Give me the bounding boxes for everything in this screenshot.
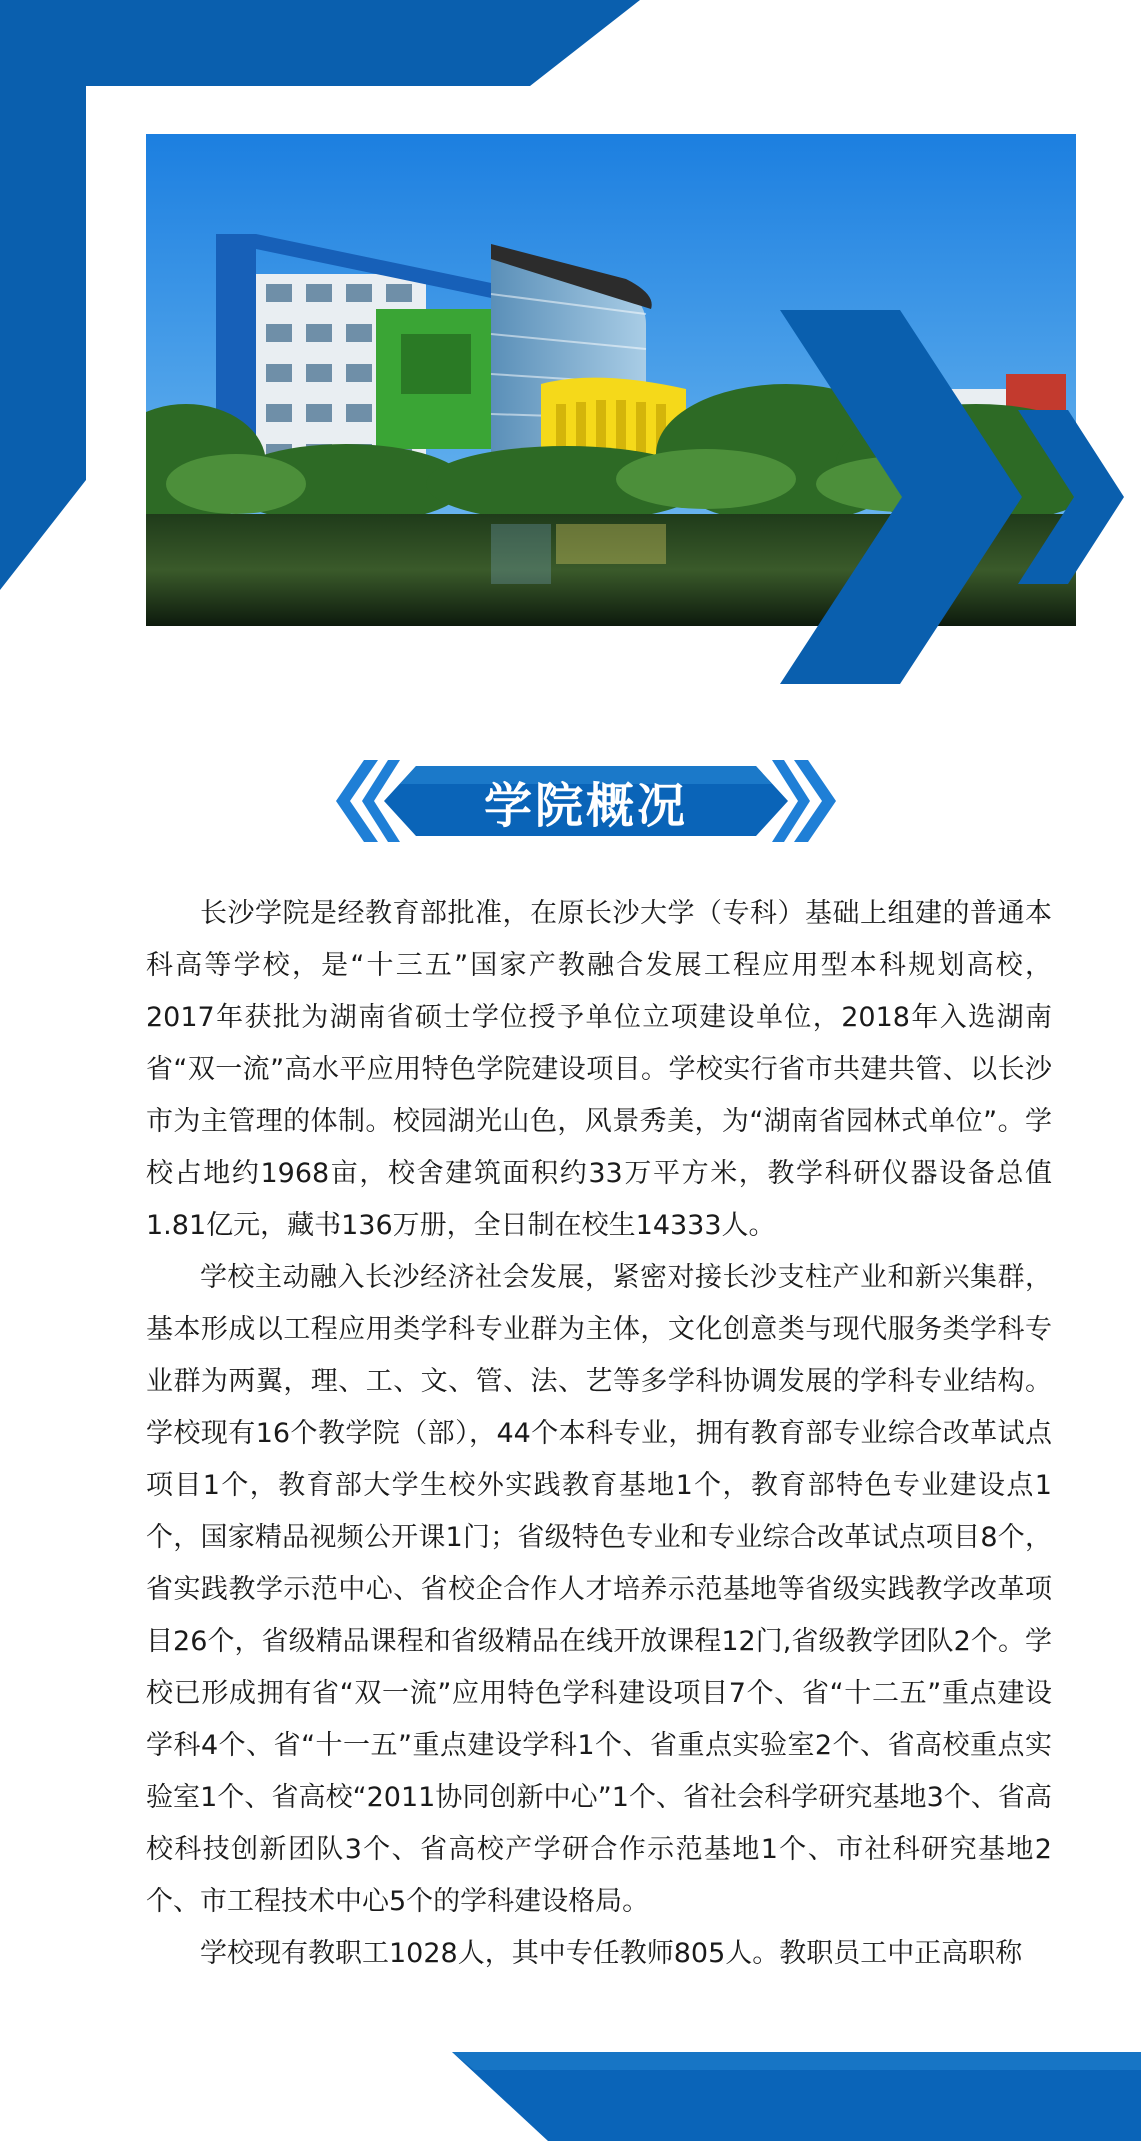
paragraph: 长沙学院是经教育部批准，在原长沙大学（专科）基础上组建的普通本科高等学校，是“十三五”国家产教融合发展工程应用型本科规划高校，2017年获批为湖南省硕士学位授予单位立项建设单位，2018年入选湖南省“双一流”高水平应用特色学院建设项目。学校实行省市共建共管、以长沙市为主管理的体制。校园湖光山色，风景秀美，为“湖南省园林式单位”。学校占地约1968亩，校舍建筑面积约33万平方米，教学科研仪器设备总值1.81亿元，藏书136万册，全日制在校生14333人。	[146, 898, 1052, 1241]
bottom-decoration	[0, 2040, 1141, 2141]
chevron-arrows	[0, 0, 1141, 700]
section-title-banner	[336, 760, 836, 842]
section-title: 学院概况	[483, 777, 688, 834]
paragraph: 学校现有教职工1028人，其中专任教师805人。教职员工中正高职称	[200, 1938, 1023, 1969]
paragraph: 学校主动融入长沙经济社会发展，紧密对接长沙支柱产业和新兴集群，基本形成以工程应用类学科专业群为主体，文化创意类与现代服务类学科专业群为两翼，理、工、文、管、法、艺等多学科协调发展的学科专业结构。学校现有16个教学院（部），44个本科专业，拥有教育部专业综合改革试点项目1个，教育部大学生校外实践教育基地1个，教育部特色专业建设点1个，国家精品视频公开课1门；省级特色专业和专业综合改革试点项目8个，省实践教学示范中心、省校企合作人才培养示范基地等省级实践教学改革项目26个，省级精品课程和省级精品在线开放课程12门,省级教学团队2个。学校已形成拥有省“双一流”应用特色学科建设项目7个、省“十二五”重点建设学科4个、省“十一五”重点建设学科1个、省重点实验室2个、省高校重点实验室1个、省高校“2011协同创新中心”1个、省社会科学研究基地3个、省高校科技创新团队3个、省高校产学研合作示范基地1个、市社科研究基地2个、市工程技术中心5个的学科建设格局。	[146, 1262, 1052, 1917]
intro-body	[146, 888, 1052, 1980]
